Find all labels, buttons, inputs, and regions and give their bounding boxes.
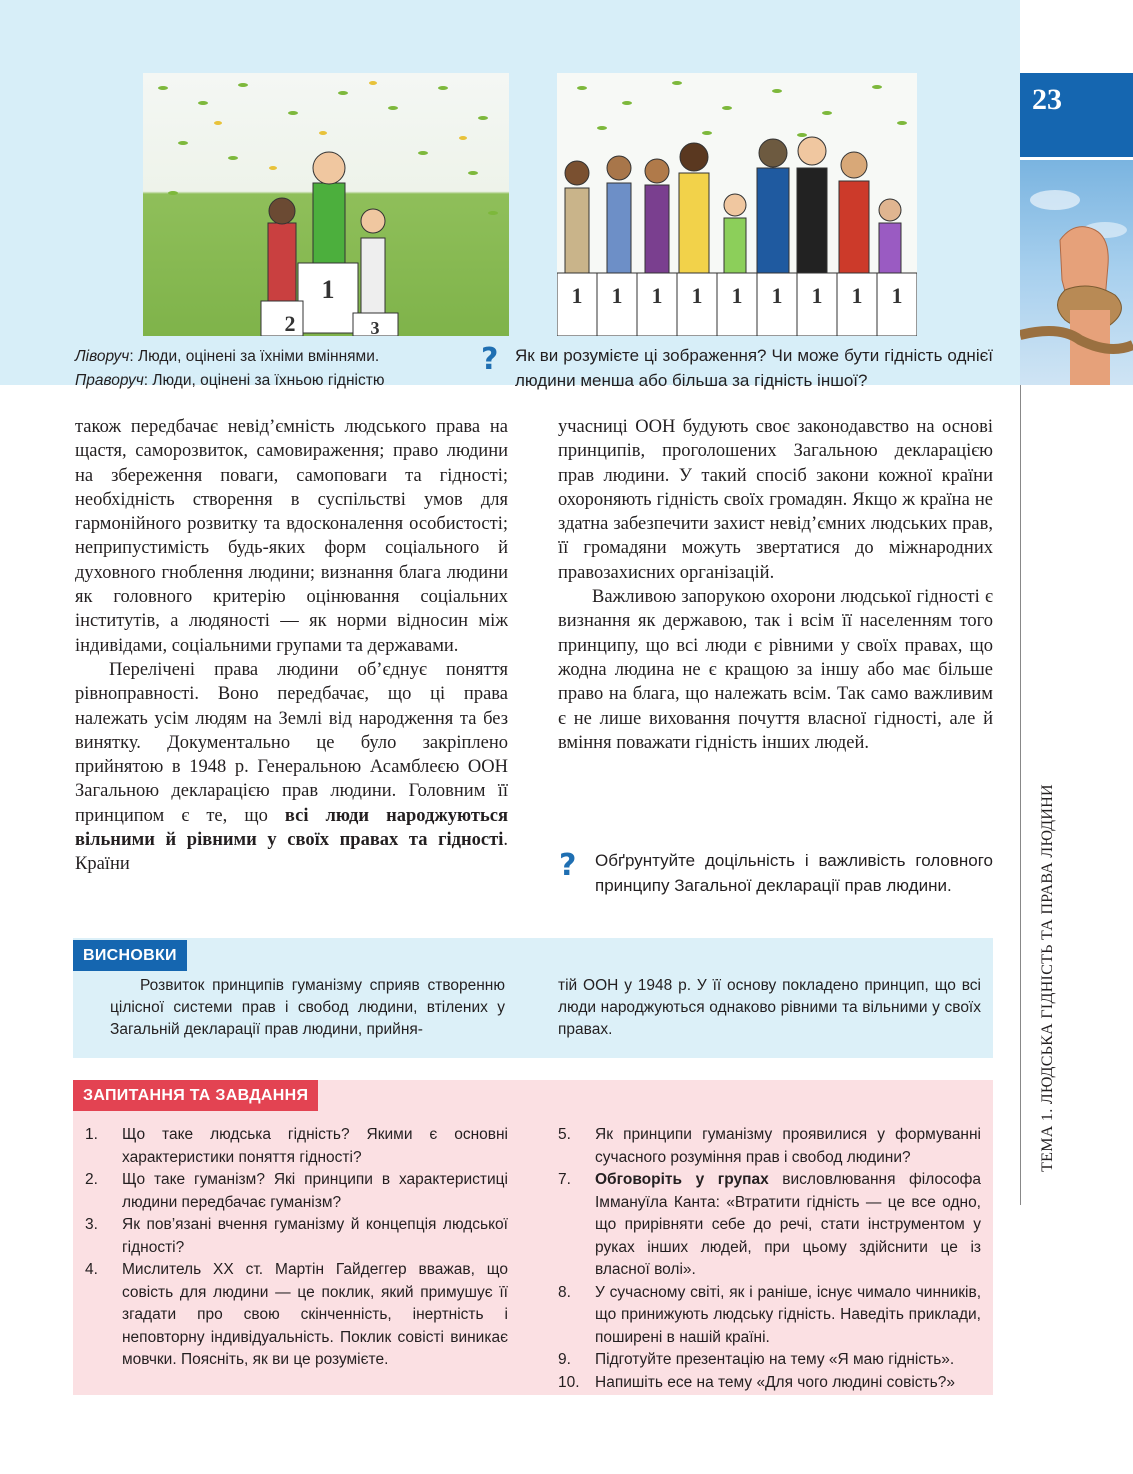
- equal-podium-label: 1: [891, 283, 903, 308]
- tasks-title: ЗАПИТАННЯ ТА ЗАВДАННЯ: [73, 1080, 318, 1111]
- equal-podium-label: 1: [771, 283, 783, 308]
- task-number: 4.: [85, 1261, 98, 1278]
- text-column-left: [75, 415, 508, 877]
- page-number-badge: [1020, 73, 1133, 157]
- question-principle: Обґрунтуйте доцільність і важливість головного принципу Загальної декларації прав людини.: [595, 851, 993, 895]
- caption-left-text: : Люди, оцінені за їхніми вміннями.: [129, 348, 380, 365]
- key-principle: всі люди народжуються вільними й рівними у своїх правах та гідності: [75, 805, 508, 851]
- task-number: 7.: [558, 1171, 571, 1188]
- equal-podium-label: 1: [571, 283, 583, 308]
- sidebar-divider: [1020, 385, 1021, 1205]
- task-text: Що таке гуманізм? Які принципи в характеристиці людини передбачає гуманізм?: [122, 1171, 508, 1211]
- task-text: Підготуйте презентацію на тему «Я маю гідність».: [595, 1351, 955, 1368]
- tasks-list-right: [558, 1124, 981, 1394]
- task-text: Як принципи гуманізму проявилися у формуванні сучасного розуміння прав і свобод людини?: [595, 1126, 981, 1166]
- caption-left-label: Ліворуч: [75, 348, 130, 365]
- question-images: Як ви розумієте ці зображення? Чи може бути гідність однієї людини менша або більша за гідність іншої?: [515, 346, 993, 390]
- podium-label-first: 1: [321, 275, 335, 304]
- figure-caption: [75, 345, 475, 393]
- equal-podium-label: 1: [851, 283, 863, 308]
- caption-right: [75, 369, 475, 393]
- task-number: 1.: [85, 1126, 98, 1143]
- task-item: [85, 1214, 508, 1259]
- task-text: Як пов’язані вчення гуманізму й концепція людської гідності?: [122, 1216, 508, 1256]
- task-item: [558, 1349, 981, 1372]
- paragraph: також передбачає невід’ємність людського права на щастя, саморозвиток, самовираження; право людини на збереження поваги, самоповаги та гідності; необхідність створення в суспільстві умов для гармонійного розвитку та вдосконалення особистості; неприпустимість будь-яких форм соціального й духовного гноблення людини; визнання блага людини як головного критерію оцінювання соціальних інститутів, а людяності — як норми відносин між індивідами, соціальними групами та державами.: [75, 417, 508, 656]
- equal-podium-label: 1: [611, 283, 623, 308]
- task-number: 2.: [85, 1171, 98, 1188]
- task-item: [85, 1124, 508, 1169]
- task-item: [558, 1282, 981, 1350]
- task-number: 3.: [85, 1216, 98, 1233]
- task-number: 9.: [558, 1351, 571, 1368]
- illustration-podium-by-skills: [143, 73, 509, 336]
- task-number: 10.: [558, 1373, 580, 1391]
- podium-label-third: 3: [370, 318, 380, 336]
- task-text: Що таке людська гідність? Якими є основні характеристики поняття гідності?: [122, 1126, 508, 1166]
- task-text: Мислитель XX ст. Мартін Гайдеггер вважав, що совість для людини — це поклик, який примушує її згадати про свою скінченність, інертність і неповторну індивідуальність. Поклик совісті виникає мовчки. Поясніть, як ви це розумієте.: [122, 1261, 508, 1368]
- fist-icon: [1020, 160, 1133, 385]
- equal-podium-label: 1: [651, 283, 663, 308]
- conclusions-title: ВИСНОВКИ: [73, 940, 187, 971]
- task-item: [558, 1169, 981, 1282]
- paragraph: [75, 658, 508, 877]
- task-emphasis: Обговоріть у групах: [595, 1171, 769, 1188]
- caption-right-label: Праворуч: [75, 372, 144, 389]
- caption-left: [75, 345, 475, 369]
- task-text: Напишіть есе на тему «Для чого людині совість?»: [595, 1373, 955, 1391]
- podium-drawing: [143, 73, 509, 336]
- paragraph-text: . Країни: [75, 830, 508, 875]
- tasks-list-left: [85, 1124, 508, 1372]
- task-item: [558, 1124, 981, 1169]
- task-text: висловлювання філософа Іммануїла Канта: «Втратити гідність — це все одно, що прирівняти себе до речі, стати інструментом у руках інших людей, при цьому здійснити це із власної волі».: [595, 1171, 981, 1278]
- equal-podium-label: 1: [731, 283, 743, 308]
- conclusions-text-left: [110, 975, 505, 1041]
- illustration-equal-dignity: [557, 73, 917, 336]
- question-mark-icon: ?: [559, 848, 577, 883]
- task-item: [85, 1169, 508, 1214]
- question-mark-icon: ?: [481, 342, 499, 377]
- equal-podium-label: 1: [691, 283, 703, 308]
- task-number: 8.: [558, 1283, 571, 1301]
- caption-right-text: : Люди, оцінені за їхньою гідністю: [143, 372, 385, 389]
- text-column-right: [558, 415, 993, 755]
- podium-label-second: 2: [284, 311, 296, 336]
- sidebar-topic-title: [1033, 768, 1063, 1188]
- equal-podium-label: 1: [811, 283, 823, 308]
- conclusions-text-right: тій ООН у 1948 р. У її основу покладено принцип, що всі люди народжуються однаково рівними та вільними у своїх правах.: [558, 977, 981, 1038]
- task-item: [558, 1372, 981, 1395]
- task-text: У сучасному світі, як і раніше, існує чимало чинників, що принижують людську гідність. Наведіть приклади, поширені в нашій країні.: [595, 1283, 981, 1346]
- page-number: 23: [1032, 83, 1062, 116]
- paragraph: Важливою запорукою охорони людської гідності є визнання як державою, так і всім її населенням того принципу, що всі люди є рівними у своїх правах, що жодна людина не є кращою за іншу або має більше право на блага, що належать всім. Так само важливим є не лише виховання почуття власної гідності, але й вміння поважати гідність інших людей.: [558, 587, 993, 753]
- equal-podium-drawing: [557, 73, 917, 336]
- sidebar-topic-text: ТЕМА 1. ЛЮДСЬКА ГІДНІСТЬ ТА ПРАВА ЛЮДИНИ: [1039, 784, 1056, 1172]
- task-number: 5.: [558, 1126, 571, 1143]
- conclusions-left: Розвиток принципів гуманізму сприяв створенню цілісної системи прав і свобод людини, втілених у Загальній декларації прав людини, прийня-: [110, 977, 505, 1038]
- paragraph: учасниці ООН будують своє законодавство на основі принципів, проголошених Загальною декларацією прав людини. У такий спосіб закони кожної країни охороняють гідність своїх громадян. Якщо ж країна не здатна забезпечити захист невід’ємних людських прав, її громадяни можуть звертатися до міжнародних правозахисних організацій.: [558, 417, 993, 583]
- paragraph-text: Перелічені права людини об’єднує поняття рівноправності. Воно передбачає, що ці права належать усім людям на Землі від народження та без винятку. Документально це було закріплено прийнятою в 1948 р. Генеральною Асамблеєю ООН Загальною декларацією прав людини. Головним її принципом є те, що: [75, 659, 508, 826]
- fist-rope-photo: [1020, 160, 1133, 385]
- task-item: [85, 1259, 508, 1372]
